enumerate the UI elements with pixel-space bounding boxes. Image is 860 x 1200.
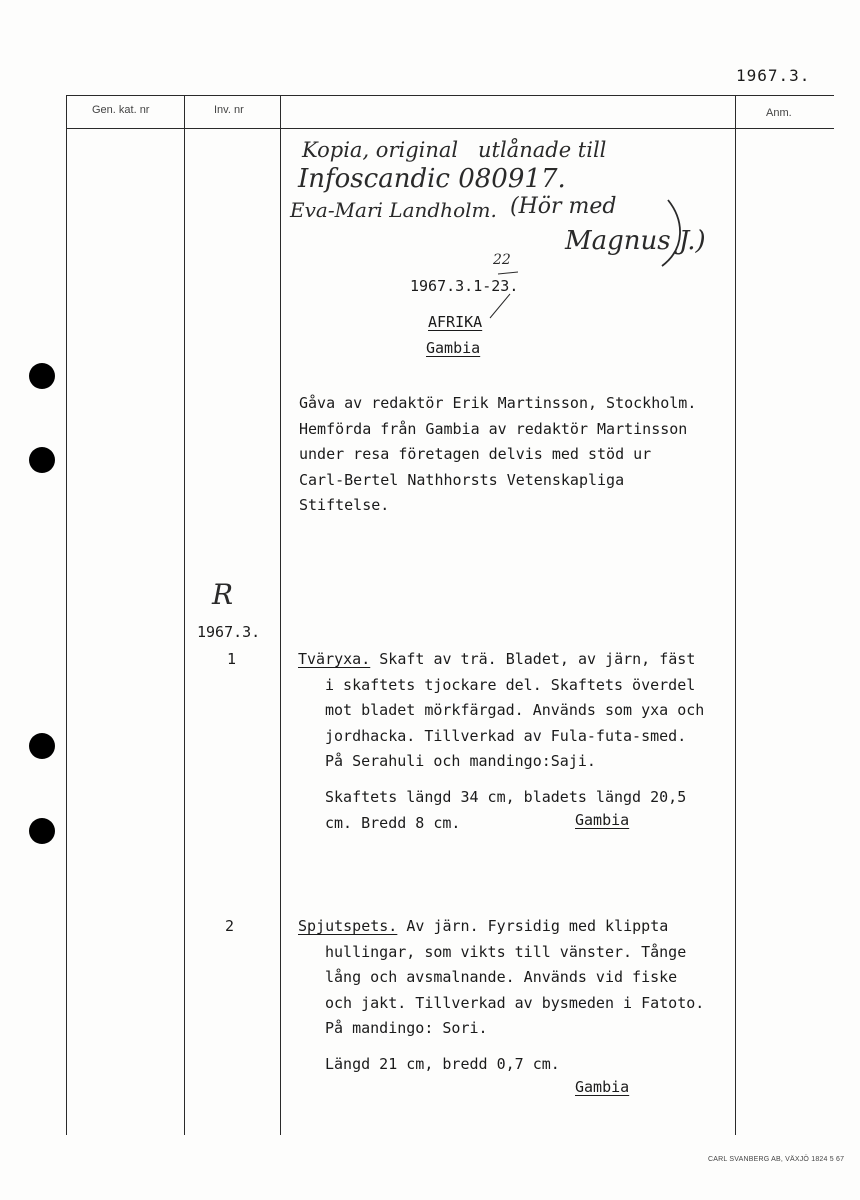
handwritten-note-line4: Magnus J.) [565,226,706,256]
handwritten-note-line3b: (Hör med [510,194,617,219]
column-rule-anm [735,95,736,1135]
item-line: jordhacka. Tillverkad av Fula-futa-smed. [325,726,687,745]
column-rule-gen [184,95,185,1135]
item-measure-line: Längd 21 cm, bredd 0,7 cm. [325,1055,560,1073]
header-range: 1967.3.1-23. [410,277,519,295]
item-first-line: Av järn. Fyrsidig med klippta [397,917,669,935]
punch-hole [29,447,55,473]
item-line: i skaftets tjockare del. Skaftets överdel [325,675,696,694]
donation-line: Gåva av redaktör Erik Martinsson, Stockholm. [299,394,697,412]
column-header-anm: Anm. [766,107,792,119]
handwritten-note-line1a: Kopia, original [302,138,459,162]
item-number: 1 [227,650,237,668]
handwritten-bracket [650,196,690,276]
donation-line: Carl-Bertel Nathhorsts Vetenskapliga [299,470,625,489]
item-description [298,647,704,775]
donation-paragraph [299,391,696,519]
item-name: Tväryxa. [298,650,371,668]
donation-line: Hemförda från Gambia av redaktör Martinsson [299,419,688,438]
handwritten-note-line3: Eva-Mari Landholm. [290,198,497,222]
column-header-inv-nr: Inv. nr [214,104,244,116]
item-description [298,914,704,1042]
donation-line: under resa företagen delvis med stöd ur [299,445,652,464]
item-country: Gambia [575,1078,630,1096]
item-line: lång och avsmalnande. Används vid fiske [325,968,678,987]
punch-hole [29,363,55,389]
item-name: Spjutspets. [298,917,398,935]
item-measurements [325,785,686,836]
item-line: och jakt. Tillverkad av bysmeden i Fatoto. [325,993,705,1012]
header-bottom-rule [66,128,834,129]
column-rule-inv [280,95,281,1135]
donation-line: Stiftelse. [299,496,390,515]
handwritten-letter-mark: R [212,578,234,611]
item-first-line: Skaft av trä. Bladet, av järn, fäst [370,650,696,668]
column-header-gen-kat-nr: Gen. kat. nr [92,104,150,116]
handwritten-note-line2: Infoscandic 080917. [298,164,566,194]
item-line: mot bladet mörkfärgad. Används som yxa och [325,701,705,720]
header-continent: AFRIKA [428,313,483,331]
item-measure-line: cm. Bredd 8 cm. [325,813,461,832]
range-correction: 22 [493,252,511,268]
item-number: 2 [225,917,235,935]
header-top-rule [66,95,834,96]
header-country: Gambia [426,339,481,357]
inventory-series: 1967.3. [197,623,261,641]
item-measure-line: Skaftets längd 34 cm, bladets längd 20,5 [325,788,687,806]
item-line: På Serahuli och mandingo:Saji. [325,752,596,771]
punch-hole [29,818,55,844]
punch-hole [29,733,55,759]
item-line: På mandingo: Sori. [325,1019,488,1038]
handwritten-note-line1b: utlånade till [478,138,607,162]
printer-imprint: CARL SVANBERG AB, VÄXJÖ 1824 5 67 [708,1156,845,1163]
item-line: hullingar, som vikts till vänster. Tånge [325,942,687,961]
item-country: Gambia [575,811,630,829]
item-measurements [325,1052,560,1078]
accession-number: 1967.3. [736,66,811,85]
column-rule-left [66,95,67,1135]
